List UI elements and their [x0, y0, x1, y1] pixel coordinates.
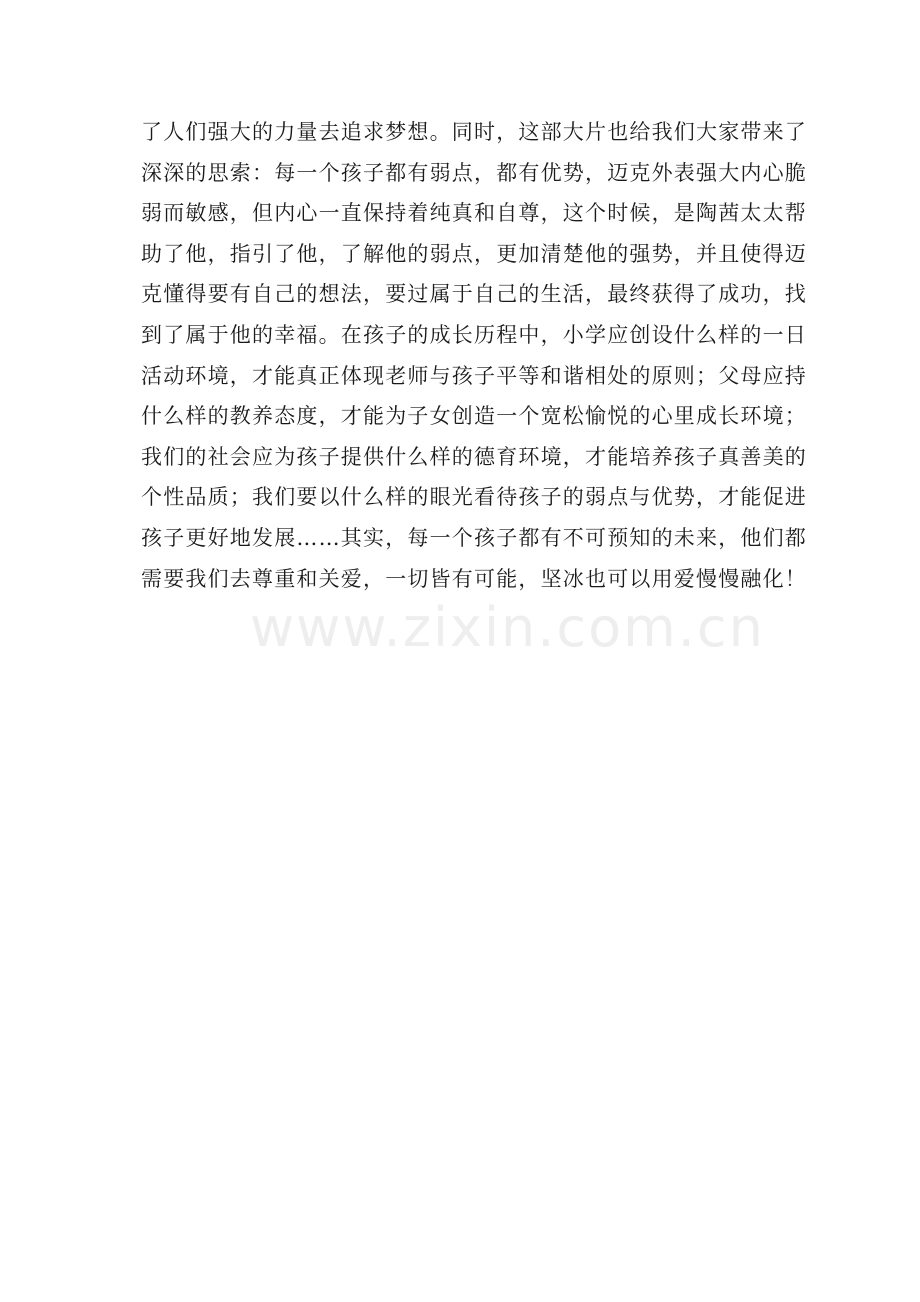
- text-line: 我们的社会应为孩子提供什么样的德育环境，才能培养孩子真善美的: [141, 444, 807, 469]
- watermark: www.zixin.com.cn: [250, 596, 765, 659]
- text-line: 活动环境，才能真正体现老师与孩子平等和谐相处的原则；父母应持: [141, 363, 807, 388]
- text-line: 个性品质；我们要以什么样的眼光看待孩子的弱点与优势，才能促进: [141, 485, 807, 510]
- text-line: 什么样的教养态度，才能为子女创造一个宽松愉悦的心里成长环境；: [141, 404, 807, 429]
- text-line: 深深的思索：每一个孩子都有弱点，都有优势，迈克外表强大内心脆: [141, 160, 807, 185]
- text-line: 孩子更好地发展……其实，每一个孩子都有不可预知的未来，他们都: [141, 525, 807, 550]
- text-line: 弱而敏感，但内心一直保持着纯真和自尊，这个时候，是陶茜太太帮: [141, 201, 807, 226]
- text-line: 到了属于他的幸福。在孩子的成长历程中，小学应创设什么样的一日: [141, 322, 807, 347]
- text-line: 了人们强大的力量去追求梦想。同时，这部大片也给我们大家带来了: [141, 120, 807, 144]
- text-line: 助了他，指引了他，了解他的弱点，更加清楚他的强势，并且使得迈: [141, 241, 807, 266]
- text-line: 需要我们去尊重和关爱，一切皆有可能，坚冰也可以用爱慢慢融化！: [141, 566, 807, 591]
- text-line: 克懂得要有自己的想法，要过属于自己的生活，最终获得了成功，找: [141, 282, 807, 307]
- body-paragraph: [141, 112, 807, 599]
